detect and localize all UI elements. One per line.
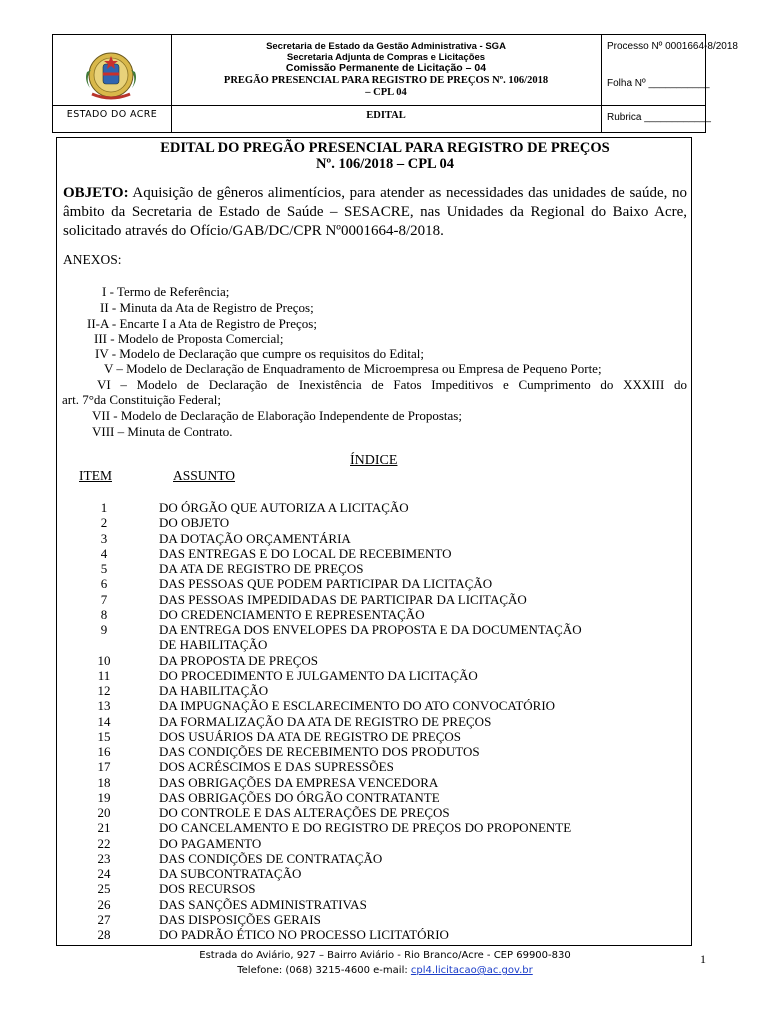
- indice-item-subject: DE HABILITAÇÃO: [159, 637, 268, 653]
- indice-item-number: 26: [97, 896, 111, 912]
- indice-item-number: 11: [97, 667, 111, 683]
- indice-item-subject: DO PAGAMENTO: [159, 835, 262, 851]
- document-title-line-2: Nº. 106/2018 – CPL 04: [315, 156, 455, 172]
- process-number: Processo Nº 0001664-8/2018: [607, 41, 738, 52]
- indice-item-number: 8: [100, 606, 108, 622]
- indice-item-subject: DA SUBCONTRATAÇÃO: [159, 866, 302, 881]
- indice-item-number: 18: [97, 774, 111, 790]
- indice-heading: ÍNDICE: [350, 453, 398, 468]
- document-type-label: EDITAL: [366, 110, 406, 121]
- indice-item-number: 21: [97, 820, 111, 836]
- folha-field: Folha Nº ___________: [607, 78, 710, 89]
- state-seal-icon: [82, 50, 140, 102]
- agency-line: Secretaria Adjunta de Compras e Licitações: [286, 52, 486, 63]
- anexo-item: II-A - Encarte I a Ata de Registro de Preços;: [87, 316, 317, 331]
- header-divider: [53, 105, 705, 106]
- indice-item-subject: DA ATA DE REGISTRO DE PREÇOS: [159, 561, 364, 576]
- indice-item-number: 6: [100, 576, 108, 592]
- indice-item-number: 4: [100, 545, 108, 561]
- indice-item-number: 23: [97, 850, 111, 866]
- anexo-item: I - Termo de Referência;: [102, 284, 230, 299]
- indice-item-number: 15: [97, 728, 111, 744]
- indice-item-subject: DOS ACRÉSCIMOS E DAS SUPRESSÕES: [159, 759, 394, 775]
- indice-item-subject: DOS USUÁRIOS DA ATA DE REGISTRO DE PREÇOS: [159, 728, 461, 744]
- indice-item-number: 17: [97, 759, 111, 775]
- agency-block: [171, 41, 601, 74]
- indice-item-number: 19: [97, 789, 111, 805]
- indice-item-subject: DA DOTAÇÃO ORÇAMENTÁRIA: [159, 530, 351, 546]
- objeto-paragraph: [63, 184, 687, 241]
- footer-contact: [0, 965, 770, 976]
- pregao-line: PREGÃO PRESENCIAL PARA REGISTRO DE PREÇOS Nº. 106/2018: [223, 75, 549, 86]
- anexo-item-continuation: art. 7°da Constituição Federal;: [62, 392, 221, 407]
- indice-col-assunto: ASSUNTO: [173, 468, 236, 483]
- anexo-item: III - Modelo de Proposta Comercial;: [94, 331, 284, 346]
- indice-item-subject: DO PROCEDIMENTO E JULGAMENTO DA LICITAÇÃO: [159, 667, 478, 683]
- indice-item-number: 27: [97, 911, 111, 927]
- indice-item-number: 10: [97, 652, 111, 668]
- header-process-cell: [601, 35, 738, 132]
- document-header: [52, 34, 738, 133]
- anexo-item: V – Modelo de Declaração de Enquadramento de Microempresa ou Empresa de Pequeno Porte;: [104, 361, 602, 376]
- indice-item-number: 3: [100, 530, 108, 546]
- indice-item-subject: DO OBJETO: [159, 515, 230, 531]
- indice-item-number: 22: [97, 835, 111, 851]
- indice-item-subject: DA ENTREGA DOS ENVELOPES DA PROPOSTA E DA DOCUMENTAÇÃO: [159, 622, 582, 637]
- indice-item-subject: DO PADRÃO ÉTICO NO PROCESSO LICITATÓRIO: [159, 927, 449, 942]
- indice-item-subject: DA FORMALIZAÇÃO DA ATA DE REGISTRO DE PREÇOS: [159, 713, 492, 729]
- indice-item-number: 20: [97, 805, 111, 820]
- footer-phone: Telefone: (068) 3215-4600 e-mail:: [237, 965, 411, 976]
- document-title-line-1: EDITAL DO PREGÃO PRESENCIAL PARA REGISTRO DE PREÇOS: [160, 140, 610, 156]
- indice-item-subject: DA PROPOSTA DE PREÇOS: [159, 652, 318, 668]
- indice-item-subject: DAS DISPOSIÇÕES GERAIS: [159, 911, 321, 927]
- footer-email-link[interactable]: cpl4.licitacao@ac.gov.br: [410, 965, 533, 976]
- indice-item-subject: DO CONTROLE E DAS ALTERAÇÕES DE PREÇOS: [159, 805, 450, 820]
- agency-line: Comissão Permanente de Licitação – 04: [285, 62, 487, 74]
- page-number: 1: [700, 952, 706, 966]
- indice-item-number: 25: [97, 881, 111, 897]
- indice-item-number: 5: [100, 561, 108, 576]
- indice-item-number: 16: [97, 744, 111, 759]
- agency-line: Secretaria de Estado da Gestão Administrativa - SGA: [266, 41, 506, 52]
- objeto-text: Aquisição de gêneros alimentícios, para atender as necessidades das unidades de saúde, no âmbito da Secretaria de Estado de Saúde – SESACRE, nas Unidades da Regional do Baixo Acre, solicitado através do Ofício/GAB/DC/CPR Nº0001664-8/2018.: [63, 185, 687, 239]
- indice-item-subject: DAS OBRIGAÇÕES DO ÓRGÃO CONTRATANTE: [159, 789, 440, 805]
- indice-item-subject: DAS SANÇÕES ADMINISTRATIVAS: [159, 896, 367, 912]
- footer-address: Estrada do Aviário, 927 – Bairro Aviário - Rio Branco/Acre - CEP 69900-830: [199, 950, 571, 961]
- anexo-item: IV - Modelo de Declaração que cumpre os requisitos do Edital;: [95, 346, 424, 361]
- indice-item-number: 28: [97, 927, 111, 942]
- anexo-item: VIII – Minuta de Contrato.: [92, 424, 233, 439]
- pregao-line: – CPL 04: [365, 87, 407, 98]
- indice-item-subject: DAS OBRIGAÇÕES DA EMPRESA VENCEDORA: [159, 774, 439, 790]
- anexos-heading: ANEXOS:: [63, 252, 122, 267]
- indice-item-number: 9: [100, 622, 108, 637]
- indice-item-subject: DO CANCELAMENTO E DO REGISTRO DE PREÇOS DO PROPONENTE: [159, 820, 572, 836]
- rubrica-field: Rubrica ____________: [607, 112, 711, 123]
- indice-item-subject: DA HABILITAÇÃO: [159, 683, 269, 698]
- indice-item-subject: DO ÓRGÃO QUE AUTORIZA A LICITAÇÃO: [159, 500, 409, 515]
- indice-item-subject: DAS PESSOAS QUE PODEM PARTICIPAR DA LICITAÇÃO: [159, 576, 493, 592]
- indice-item-subject: DOS RECURSOS: [159, 881, 256, 897]
- header-logo-cell: [53, 35, 172, 132]
- pregao-title: [171, 75, 601, 99]
- indice-item-number: 1: [100, 500, 108, 515]
- indice-item-subject: DO CREDENCIAMENTO E REPRESENTAÇÃO: [159, 606, 425, 622]
- header-title-cell: [171, 35, 602, 132]
- indice-item-subject: DAS CONDIÇÕES DE CONTRATAÇÃO: [159, 850, 383, 866]
- indice-item-subject: DA IMPUGNAÇÃO E ESCLARECIMENTO DO ATO CONVOCATÓRIO: [159, 698, 556, 714]
- anexo-item: II - Minuta da Ata de Registro de Preços;: [100, 300, 314, 315]
- indice-item-subject: DAS ENTREGAS E DO LOCAL DE RECEBIMENTO: [159, 545, 452, 561]
- indice-item-number: 12: [97, 683, 111, 698]
- indice-item-number: 13: [97, 698, 111, 714]
- indice-item-number: 14: [97, 713, 111, 729]
- anexo-item: VI – Modelo de Declaração de Inexistência de Fatos Impeditivos e Cumprimento do XXXIII do: [97, 377, 687, 392]
- indice-item-subject: DAS PESSOAS IMPEDIDADAS DE PARTICIPAR DA LICITAÇÃO: [159, 591, 527, 607]
- state-label: ESTADO DO ACRE: [66, 109, 158, 120]
- anexo-item: VII - Modelo de Declaração de Elaboração Independente de Propostas;: [92, 408, 462, 423]
- indice-item-subject: DAS CONDIÇÕES DE RECEBIMENTO DOS PRODUTOS: [159, 744, 480, 759]
- indice-item-number: 7: [100, 591, 108, 607]
- objeto-label: OBJETO:: [63, 185, 129, 201]
- indice-col-item: ITEM: [79, 468, 112, 483]
- indice-item-number: 24: [97, 866, 111, 881]
- indice-item-number: 2: [100, 515, 108, 531]
